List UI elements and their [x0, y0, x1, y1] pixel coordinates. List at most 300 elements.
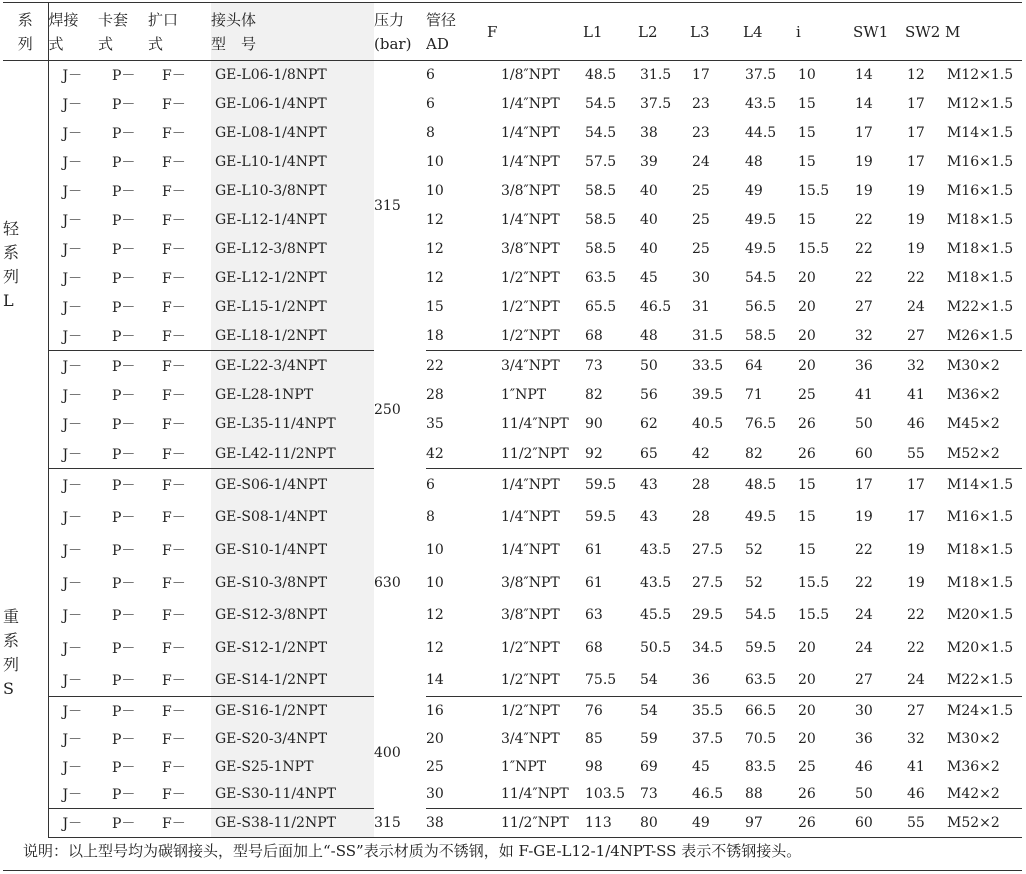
cell-i: 15	[798, 509, 816, 526]
cell-sw2: 17	[907, 477, 925, 494]
header-row	[3, 3, 1022, 61]
cell-flared: F－	[162, 358, 186, 375]
cell-model: GE-S06-1/4NPT	[211, 469, 374, 502]
cell-l2: 43.5	[640, 541, 672, 558]
cell-l4: 52	[745, 574, 763, 591]
cell-i: 15.5	[798, 183, 830, 199]
pressure-cell: 400	[374, 697, 426, 809]
cell-l2: 39	[640, 154, 658, 170]
cell-i: 20	[798, 270, 816, 286]
cell-i: 20	[798, 357, 816, 374]
cell-l2: 80	[638, 809, 690, 838]
cell-ferrule: P－	[98, 664, 148, 697]
table-row	[3, 501, 1022, 534]
cell-l3: 29.5	[692, 607, 724, 624]
cell-diameter: 8	[426, 125, 435, 141]
cell-sw2: 24	[905, 664, 945, 697]
cell-flared: F－	[162, 542, 186, 559]
cell-sw1: 24	[855, 607, 873, 624]
cell-l1: 73	[585, 357, 603, 374]
cell-l4: 49.5	[745, 212, 777, 228]
cell-thread-f: 1/4″NPT	[501, 154, 560, 170]
table-row	[3, 119, 1022, 148]
cell-welded: J－	[48, 322, 98, 351]
cell-ferrule: P－	[112, 242, 136, 258]
cell-sw2: 22	[907, 639, 925, 656]
cell-l3: 27.5	[692, 574, 724, 591]
cell-sw2: 19	[907, 241, 925, 257]
cell-l1: 98	[585, 758, 603, 775]
cell-l4: 44.5	[745, 125, 777, 141]
cell-welded: J－	[62, 387, 83, 404]
cell-l2: 43.5	[640, 574, 672, 591]
cell-m: M18×1.5	[947, 574, 1014, 591]
table-row	[3, 566, 1022, 599]
cell-i: 15	[798, 477, 816, 494]
header-diameter: 管径 AD	[426, 3, 487, 61]
cell-l1: 54.5	[585, 96, 617, 112]
table-row	[3, 534, 1022, 567]
cell-diameter: 6	[426, 96, 435, 112]
cell-ferrule: P－	[98, 809, 148, 838]
cell-l4: 82	[743, 439, 796, 469]
cell-model: GE-S20-3/4NPT	[211, 725, 374, 753]
cell-sw2: 27	[905, 322, 945, 351]
cell-sw2: 22	[907, 270, 925, 286]
cell-model: GE-S16-1/2NPT	[211, 697, 374, 725]
cell-sw2: 41	[907, 386, 925, 403]
cell-i: 20	[796, 664, 853, 697]
cell-sw1: 41	[855, 386, 873, 403]
cell-ferrule: P－	[112, 731, 136, 748]
table-row	[3, 322, 1022, 351]
cell-thread-f: 3/8″NPT	[501, 183, 560, 199]
cell-l3: 36	[690, 664, 743, 697]
cell-l1: 54.5	[585, 125, 617, 141]
cell-ferrule: P－	[112, 608, 136, 625]
cell-diameter: 12	[426, 212, 444, 228]
cell-l4: 49	[745, 183, 763, 199]
cell-diameter: 10	[426, 183, 444, 199]
cell-diameter: 18	[426, 322, 487, 351]
pressure-cell: 315	[374, 61, 426, 351]
cell-welded: J－	[62, 155, 83, 171]
cell-m: M36×2	[947, 386, 1000, 403]
cell-flared: F－	[148, 439, 211, 469]
cell-model: GE-L28-1NPT	[211, 380, 374, 410]
cell-flared: F－	[162, 126, 186, 142]
header-flared: 扩口 式	[148, 3, 211, 61]
cell-thread-f: 1/2″NPT	[501, 270, 560, 286]
cell-thread-f: 1/4″NPT	[501, 96, 560, 112]
cell-i: 15.5	[798, 574, 830, 591]
cell-l2: 38	[640, 125, 658, 141]
cell-sw1: 27	[853, 664, 905, 697]
cell-welded: J－	[62, 417, 83, 434]
table-row	[3, 664, 1022, 697]
cell-sw2: 19	[907, 212, 925, 228]
cell-welded: J－	[62, 703, 83, 720]
cell-m: M18×1.5	[947, 241, 1014, 257]
cell-model: GE-L12-1/2NPT	[211, 264, 374, 293]
cell-sw1: 60	[853, 809, 905, 838]
cell-m: M20×1.5	[947, 639, 1014, 656]
cell-l1: 59.5	[585, 477, 617, 494]
cell-flared: F－	[162, 300, 186, 316]
cell-l2: 48	[638, 322, 690, 351]
cell-m: M30×2	[947, 357, 1000, 374]
cell-sw2: 17	[907, 509, 925, 526]
cell-ferrule: P－	[112, 510, 136, 527]
pressure-cell: 315	[374, 809, 426, 838]
cell-sw2: 17	[907, 125, 925, 141]
cell-l4: 70.5	[745, 730, 777, 747]
cell-l3: 46.5	[690, 781, 743, 809]
cell-thread-f: 1/4″NPT	[501, 212, 560, 228]
cell-l1: 82	[585, 386, 603, 403]
cell-sw2: 41	[907, 758, 925, 775]
cell-l2: 43	[640, 477, 658, 494]
cell-thread-f: 1/2″NPT	[501, 639, 560, 656]
cell-m: M16×1.5	[947, 154, 1014, 170]
cell-welded: J－	[48, 439, 98, 469]
header-m: M	[945, 3, 1022, 61]
cell-l2: 40	[640, 212, 658, 228]
cell-welded: J－	[48, 809, 98, 838]
table-row	[3, 631, 1022, 664]
cell-m: M12×1.5	[947, 67, 1014, 84]
cell-model: GE-S12-1/2NPT	[211, 631, 374, 664]
cell-sw2: 27	[907, 702, 925, 719]
cell-sw2: 55	[905, 809, 945, 838]
cell-flared: F－	[162, 387, 186, 404]
cell-thread-f: 1/2″NPT	[501, 702, 560, 719]
cell-model: GE-S08-1/4NPT	[211, 501, 374, 534]
table-row	[3, 61, 1022, 90]
cell-l1: 68	[585, 639, 603, 656]
cell-i: 26	[796, 439, 853, 469]
cell-l4: 52	[745, 541, 763, 558]
cell-sw1: 14	[855, 67, 873, 84]
cell-l2: 50	[640, 357, 658, 374]
cell-ferrule: P－	[112, 478, 136, 495]
cell-m: M18×1.5	[947, 270, 1014, 286]
cell-thread-f: 11/4″NPT	[487, 781, 583, 809]
cell-l3: 39.5	[692, 386, 724, 403]
cell-thread-f: 1/2″NPT	[487, 664, 583, 697]
cell-sw1: 27	[855, 299, 873, 315]
cell-sw2: 46	[905, 781, 945, 809]
cell-model: GE-L18-1/2NPT	[211, 322, 374, 351]
cell-model: GE-L42-11/2NPT	[211, 439, 374, 469]
cell-m: M14×1.5	[947, 125, 1014, 141]
cell-diameter: 12	[426, 270, 444, 286]
cell-model: GE-S38-11/2NPT	[211, 809, 374, 838]
cell-thread-f: 11/4″NPT	[501, 416, 569, 433]
header-series: 系 列	[3, 3, 48, 61]
cell-i: 25	[798, 386, 816, 403]
cell-sw1: 19	[855, 509, 873, 526]
cell-l3: 24	[692, 154, 710, 170]
cell-welded: J－	[48, 781, 98, 809]
cell-l3: 31	[692, 299, 710, 315]
cell-sw2: 17	[907, 154, 925, 170]
cell-thread-f: 1″NPT	[501, 758, 547, 775]
cell-l3: 45	[692, 758, 710, 775]
cell-l1: 58.5	[585, 241, 617, 257]
cell-thread-f: 1/4″NPT	[501, 125, 560, 141]
cell-l1: 63.5	[585, 270, 617, 286]
cell-welded: J－	[48, 664, 98, 697]
cell-welded: J－	[62, 358, 83, 375]
cell-l4: 64	[745, 357, 763, 374]
cell-i: 20	[796, 322, 853, 351]
header-l2: L2	[638, 3, 690, 61]
cell-model: GE-L12-3/8NPT	[211, 235, 374, 264]
cell-ferrule: P－	[112, 213, 136, 229]
cell-flared: F－	[162, 68, 186, 85]
cell-thread-f: 1/4″NPT	[501, 509, 560, 526]
cell-l1: 57.5	[585, 154, 617, 170]
cell-sw1: 50	[855, 416, 873, 433]
cell-thread-f: 1/4″NPT	[501, 541, 560, 558]
cell-welded: J－	[62, 478, 83, 495]
cell-ferrule: P－	[112, 97, 136, 113]
cell-l3: 27.5	[692, 541, 724, 558]
cell-l1: 103.5	[583, 781, 638, 809]
cell-l1: 59.5	[585, 509, 617, 526]
cell-l1: 75.5	[583, 664, 638, 697]
fitting-spec-table	[3, 2, 1022, 838]
cell-i: 15	[798, 154, 816, 170]
cell-i: 15	[798, 541, 816, 558]
cell-l2: 59	[640, 730, 658, 747]
cell-l4: 48.5	[745, 477, 777, 494]
cell-welded: J－	[62, 608, 83, 625]
header-f: F	[487, 3, 583, 61]
cell-sw1: 36	[855, 730, 873, 747]
cell-flared: F－	[162, 575, 186, 592]
cell-flared: F－	[162, 417, 186, 434]
pressure-cell: 630	[374, 469, 426, 697]
table-row	[3, 599, 1022, 632]
cell-diameter: 6	[426, 67, 435, 84]
header-l4: L4	[743, 3, 796, 61]
cell-l2: 43	[640, 509, 658, 526]
cell-l1: 48.5	[585, 67, 617, 84]
header-i: i	[796, 3, 853, 61]
cell-model: GE-S10-1/4NPT	[211, 534, 374, 567]
header-l3: L3	[690, 3, 743, 61]
cell-i: 20	[798, 730, 816, 747]
cell-l3: 42	[690, 439, 743, 469]
cell-diameter: 28	[426, 386, 444, 403]
cell-ferrule: P－	[112, 184, 136, 200]
cell-sw1: 50	[853, 781, 905, 809]
cell-sw1: 22	[855, 270, 873, 286]
header-welded: 焊接 式	[48, 3, 98, 61]
cell-l1: 65.5	[585, 299, 617, 315]
cell-diameter: 12	[426, 241, 444, 257]
cell-model: GE-L06-1/4NPT	[211, 90, 374, 119]
cell-l3: 25	[692, 183, 710, 199]
cell-diameter: 15	[426, 299, 444, 315]
table-row	[3, 380, 1022, 410]
cell-sw1: 24	[855, 639, 873, 656]
cell-diameter: 16	[426, 702, 444, 719]
cell-l3: 30	[692, 270, 710, 286]
table-row	[3, 206, 1022, 235]
cell-welded: J－	[62, 759, 83, 776]
table-row	[3, 148, 1022, 177]
cell-i: 26	[798, 416, 816, 433]
cell-i: 20	[798, 702, 816, 719]
cell-welded: J－	[62, 97, 83, 113]
cell-l1: 58.5	[585, 183, 617, 199]
cell-ferrule: P－	[98, 781, 148, 809]
cell-l2: 69	[640, 758, 658, 775]
cell-flared: F－	[162, 184, 186, 200]
cell-sw2: 46	[907, 416, 925, 433]
cell-i: 15	[798, 96, 816, 112]
cell-model: GE-L15-1/2NPT	[211, 293, 374, 322]
cell-welded: J－	[62, 213, 83, 229]
cell-flared: F－	[148, 322, 211, 351]
cell-welded: J－	[62, 640, 83, 657]
cell-l2: 73	[638, 781, 690, 809]
cell-l1: 113	[583, 809, 638, 838]
table-row	[3, 753, 1022, 781]
cell-l1: 92	[583, 439, 638, 469]
cell-l4: 83.5	[745, 758, 777, 775]
cell-l2: 54	[640, 702, 658, 719]
cell-diameter: 8	[426, 509, 435, 526]
cell-i: 20	[798, 299, 816, 315]
cell-sw2: 19	[907, 574, 925, 591]
table-row	[3, 410, 1022, 440]
cell-welded: J－	[62, 542, 83, 559]
cell-l1: 61	[585, 541, 603, 558]
cell-l1: 63	[585, 607, 603, 624]
cell-m: M22×1.5	[945, 664, 1022, 697]
cell-l2: 37.5	[640, 96, 672, 112]
cell-l3: 40.5	[692, 416, 724, 433]
cell-sw1: 22	[855, 212, 873, 228]
cell-m: M24×1.5	[947, 702, 1014, 719]
cell-l2: 40	[640, 241, 658, 257]
cell-sw2: 24	[907, 299, 925, 315]
cell-welded: J－	[62, 242, 83, 258]
cell-flared: F－	[162, 242, 186, 258]
cell-l2: 45	[640, 270, 658, 286]
cell-ferrule: P－	[112, 300, 136, 316]
cell-sw1: 14	[855, 96, 873, 112]
cell-diameter: 22	[426, 357, 444, 374]
cell-ferrule: P－	[112, 759, 136, 776]
cell-diameter: 42	[426, 439, 487, 469]
cell-l1: 61	[585, 574, 603, 591]
cell-l3: 34.5	[692, 639, 724, 656]
cell-diameter: 12	[426, 607, 444, 624]
cell-l4: 54.5	[745, 270, 777, 286]
cell-ferrule: P－	[98, 439, 148, 469]
cell-l4: 66.5	[745, 702, 777, 719]
cell-flared: F－	[148, 809, 211, 838]
cell-l3: 49	[690, 809, 743, 838]
cell-ferrule: P－	[112, 542, 136, 559]
cell-sw2: 22	[907, 607, 925, 624]
cell-ferrule: P－	[112, 271, 136, 287]
cell-thread-f: 3/4″NPT	[501, 357, 560, 374]
cell-flared: F－	[162, 478, 186, 495]
cell-sw2: 12	[907, 67, 925, 84]
cell-sw2: 32	[907, 357, 925, 374]
cell-welded: J－	[62, 126, 83, 142]
cell-model: GE-S12-3/8NPT	[211, 599, 374, 632]
cell-l1: 90	[585, 416, 603, 433]
cell-thread-f: 1/8″NPT	[501, 67, 560, 84]
cell-sw1: 36	[855, 357, 873, 374]
cell-m: M18×1.5	[947, 541, 1014, 558]
cell-i: 10	[798, 67, 816, 84]
spec-table-container	[3, 2, 1022, 838]
cell-sw1: 19	[855, 183, 873, 199]
cell-flared: F－	[162, 155, 186, 171]
cell-sw2: 32	[907, 730, 925, 747]
cell-ferrule: P－	[112, 387, 136, 404]
cell-welded: J－	[62, 731, 83, 748]
cell-m: M16×1.5	[947, 509, 1014, 526]
cell-welded: J－	[62, 510, 83, 527]
cell-l4: 48	[745, 154, 763, 170]
cell-model: GE-L06-1/8NPT	[211, 61, 374, 90]
cell-m: M16×1.5	[947, 183, 1014, 199]
cell-ferrule: P－	[112, 575, 136, 592]
cell-l4: 76.5	[745, 416, 777, 433]
cell-diameter: 38	[426, 809, 487, 838]
cell-l3: 35.5	[692, 702, 724, 719]
cell-thread-f: 1″NPT	[501, 386, 547, 403]
cell-model: GE-L22-3/4NPT	[211, 351, 374, 381]
cell-l2: 62	[640, 416, 658, 433]
table-body	[3, 61, 1022, 838]
cell-sw1: 32	[853, 322, 905, 351]
cell-l4: 49.5	[745, 509, 777, 526]
cell-flared: F－	[162, 759, 186, 776]
cell-m: M45×2	[947, 416, 1000, 433]
cell-i: 26	[796, 781, 853, 809]
cell-l3: 23	[692, 96, 710, 112]
cell-welded: J－	[62, 300, 83, 316]
series-label-light: 轻 系 列 L	[3, 61, 48, 469]
cell-l2: 56	[640, 386, 658, 403]
cell-l4: 56.5	[745, 299, 777, 315]
cell-sw1: 17	[855, 477, 873, 494]
cell-sw1: 30	[855, 702, 873, 719]
cell-ferrule: P－	[112, 126, 136, 142]
table-row	[3, 293, 1022, 322]
cell-model: GE-L35-11/4NPT	[211, 410, 374, 440]
cell-model: GE-L10-1/4NPT	[211, 148, 374, 177]
cell-flared: F－	[162, 213, 186, 229]
cell-m: M22×1.5	[947, 299, 1014, 315]
cell-m: M42×2	[945, 781, 1022, 809]
header-sw2: SW2	[905, 3, 945, 61]
table-row	[3, 697, 1022, 725]
header-sw1: SW1	[853, 3, 905, 61]
cell-i: 20	[798, 639, 816, 656]
cell-l3: 25	[692, 241, 710, 257]
